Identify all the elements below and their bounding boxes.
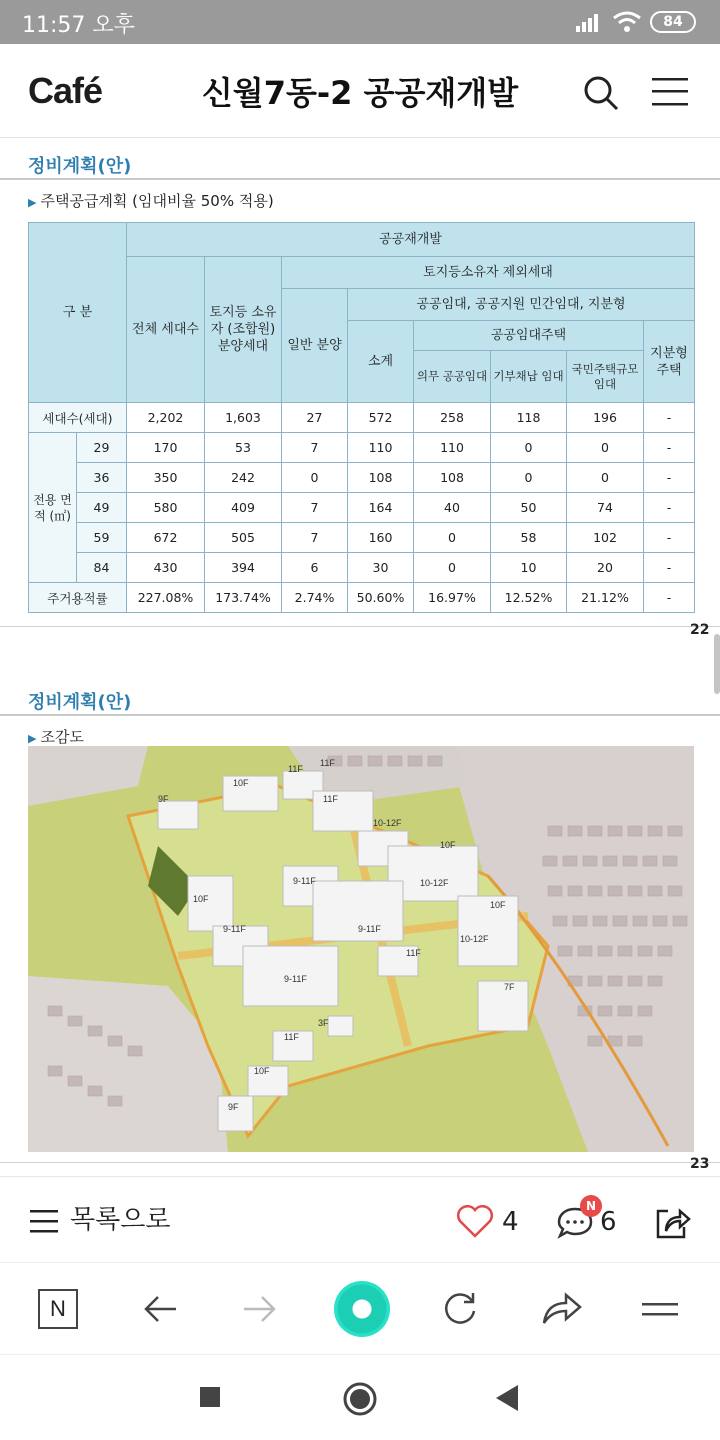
table-cell: 7 bbox=[282, 523, 348, 553]
table-cell: 110 bbox=[348, 433, 414, 463]
header-rental-types: 공공임대, 공공지원 민간임대, 지분형 bbox=[348, 289, 695, 321]
floor-label: 11F bbox=[288, 764, 303, 774]
floor-label: 9-11F bbox=[223, 924, 246, 934]
table-cell: 53 bbox=[205, 433, 282, 463]
back-to-list-label: 목록으로 bbox=[70, 1205, 171, 1235]
area-size: 36 bbox=[77, 463, 127, 493]
table-cell: 7 bbox=[282, 493, 348, 523]
table-cell: - bbox=[644, 493, 695, 523]
recent-apps-icon[interactable] bbox=[198, 1385, 222, 1409]
back-to-list-button[interactable] bbox=[28, 1203, 170, 1237]
page-divider bbox=[0, 1162, 720, 1163]
floor-label: 3F bbox=[318, 1018, 329, 1028]
floor-label: 10F bbox=[193, 894, 209, 904]
table-cell: 0 bbox=[567, 463, 644, 493]
table-cell: 0 bbox=[414, 553, 491, 583]
table-cell: 50.60% bbox=[348, 583, 414, 613]
header-total: 전체 세대수 bbox=[127, 257, 205, 403]
floor-label: 7F bbox=[504, 982, 515, 992]
header-owner-sale: 토지등 소유자 (조합원) 분양세대 bbox=[205, 257, 282, 403]
cafe-logo[interactable]: Café bbox=[28, 70, 103, 111]
status-time: 11:57 오후 bbox=[22, 13, 135, 38]
table-cell: 110 bbox=[414, 433, 491, 463]
table-cell: 0 bbox=[567, 433, 644, 463]
table-cell: 0 bbox=[491, 463, 567, 493]
heart-icon[interactable] bbox=[456, 1205, 494, 1239]
aerial-view-image bbox=[28, 746, 694, 1152]
area-size: 84 bbox=[77, 553, 127, 583]
back-triangle-icon[interactable] bbox=[494, 1383, 520, 1413]
table-cell: 505 bbox=[205, 523, 282, 553]
table-cell: 30 bbox=[348, 553, 414, 583]
floor-label: 11F bbox=[320, 758, 335, 768]
table-cell: 196 bbox=[567, 403, 644, 433]
table-cell: 27 bbox=[282, 403, 348, 433]
floor-label: 9-11F bbox=[358, 924, 381, 934]
table-cell: 50 bbox=[491, 493, 567, 523]
share-icon[interactable] bbox=[654, 1205, 692, 1241]
table-cell: 160 bbox=[348, 523, 414, 553]
table-row bbox=[29, 463, 695, 493]
page-number: 22 bbox=[690, 622, 710, 638]
header-mandatory: 의무 공공임대 bbox=[414, 351, 491, 403]
table-cell: 2,202 bbox=[127, 403, 205, 433]
table-cell: 40 bbox=[414, 493, 491, 523]
table-cell: - bbox=[644, 403, 695, 433]
home-circle-icon[interactable] bbox=[342, 1381, 378, 1417]
table-subtitle: ▶ 주택공급계획 (임대비율 50% 적용) bbox=[28, 192, 274, 210]
header-national: 국민주택규모 임대 bbox=[567, 351, 644, 403]
more-menu-icon[interactable] bbox=[640, 1289, 680, 1329]
header-public-rental: 공공임대주택 bbox=[414, 321, 644, 351]
page-number: 23 bbox=[690, 1156, 710, 1172]
area-size: 49 bbox=[77, 493, 127, 523]
households-row bbox=[29, 403, 695, 433]
table-cell: 16.97% bbox=[414, 583, 491, 613]
table-cell: 20 bbox=[567, 553, 644, 583]
header-general-sale: 일반 분양 bbox=[282, 289, 348, 403]
table-cell: 394 bbox=[205, 553, 282, 583]
table-cell: - bbox=[644, 463, 695, 493]
table-cell: - bbox=[644, 433, 695, 463]
table-cell: 74 bbox=[567, 493, 644, 523]
search-icon[interactable] bbox=[582, 74, 620, 112]
post-action-bar bbox=[0, 1176, 720, 1262]
floor-label: 11F bbox=[406, 948, 421, 958]
wifi-icon bbox=[612, 10, 642, 34]
header-donation: 기부채납 임대 bbox=[491, 351, 567, 403]
table-cell: 170 bbox=[127, 433, 205, 463]
forward-arrow-icon[interactable] bbox=[240, 1289, 280, 1329]
section-divider bbox=[0, 714, 720, 716]
table-cell: 0 bbox=[491, 433, 567, 463]
table-cell: 164 bbox=[348, 493, 414, 523]
section-divider bbox=[0, 178, 720, 180]
row-label: 세대수(세대) bbox=[29, 403, 127, 433]
floor-label: 9F bbox=[158, 794, 169, 804]
floor-label: 10F bbox=[254, 1066, 270, 1076]
like-count: 4 bbox=[502, 1207, 519, 1237]
table-cell: 102 bbox=[567, 523, 644, 553]
header-excl-owners: 토지등소유자 제외세대 bbox=[282, 257, 695, 289]
table-cell: 21.12% bbox=[567, 583, 644, 613]
row-label: 전용 면적 (㎡) bbox=[29, 433, 77, 583]
table-cell: 409 bbox=[205, 493, 282, 523]
area-size: 29 bbox=[77, 433, 127, 463]
floor-label: 10F bbox=[440, 840, 456, 850]
floor-label: 10-12F bbox=[420, 878, 449, 888]
table-cell: 227.08% bbox=[127, 583, 205, 613]
table-cell: 572 bbox=[348, 403, 414, 433]
refresh-icon[interactable] bbox=[440, 1289, 480, 1329]
share-forward-icon[interactable] bbox=[540, 1289, 584, 1329]
table-cell: 58 bbox=[491, 523, 567, 553]
floor-label: 9-11F bbox=[293, 876, 316, 886]
table-cell: 1,603 bbox=[205, 403, 282, 433]
table-cell: 0 bbox=[414, 523, 491, 553]
menu-icon[interactable] bbox=[650, 76, 690, 108]
system-nav-bar bbox=[0, 1354, 720, 1440]
table-cell: - bbox=[644, 553, 695, 583]
app-header bbox=[0, 44, 720, 138]
comment-count: 6 bbox=[600, 1207, 617, 1237]
table-row bbox=[29, 523, 695, 553]
table-cell: 10 bbox=[491, 553, 567, 583]
floor-label: 10F bbox=[490, 900, 506, 910]
table-cell: 242 bbox=[205, 463, 282, 493]
status-bar bbox=[0, 0, 720, 44]
naver-n-button[interactable]: N bbox=[38, 1289, 78, 1329]
section-title: 정비계획(안) bbox=[28, 156, 132, 177]
floor-label: 10F bbox=[233, 778, 249, 788]
new-comment-badge: N bbox=[580, 1195, 602, 1217]
home-button[interactable] bbox=[334, 1281, 390, 1337]
table-cell: 7 bbox=[282, 433, 348, 463]
table-cell: 108 bbox=[414, 463, 491, 493]
list-icon bbox=[28, 1207, 60, 1235]
table-cell: 430 bbox=[127, 553, 205, 583]
plan-subtitle: ▶ 조감도 bbox=[28, 728, 84, 746]
header-category: 구 분 bbox=[29, 223, 127, 403]
header-equity: 지분형 주택 bbox=[644, 321, 695, 403]
floor-label: 11F bbox=[323, 794, 338, 804]
battery-indicator: 84 bbox=[650, 11, 696, 33]
table-row bbox=[29, 433, 695, 463]
browser-nav-bar bbox=[0, 1262, 720, 1354]
scrollbar[interactable] bbox=[714, 634, 720, 694]
table-cell: 350 bbox=[127, 463, 205, 493]
table-cell: 108 bbox=[348, 463, 414, 493]
far-row bbox=[29, 583, 695, 613]
table-cell: 173.74% bbox=[205, 583, 282, 613]
floor-label: 9-11F bbox=[284, 974, 307, 984]
table-cell: 0 bbox=[282, 463, 348, 493]
table-row bbox=[29, 553, 695, 583]
floor-label: 10-12F bbox=[460, 934, 489, 944]
housing-supply-table bbox=[28, 222, 695, 613]
table-cell: 6 bbox=[282, 553, 348, 583]
table-cell: 12.52% bbox=[491, 583, 567, 613]
signal-icon bbox=[576, 12, 604, 32]
table-cell: - bbox=[644, 583, 695, 613]
table-cell: - bbox=[644, 523, 695, 553]
section-title: 정비계획(안) bbox=[28, 692, 132, 713]
back-arrow-icon[interactable] bbox=[140, 1289, 180, 1329]
table-cell: 118 bbox=[491, 403, 567, 433]
aerial-view-drawing bbox=[28, 746, 694, 1152]
table-row bbox=[29, 493, 695, 523]
floor-label: 11F bbox=[284, 1032, 299, 1042]
table-cell: 672 bbox=[127, 523, 205, 553]
area-size: 59 bbox=[77, 523, 127, 553]
table-cell: 2.74% bbox=[282, 583, 348, 613]
row-label: 주거용적률 bbox=[29, 583, 127, 613]
floor-label: 10-12F bbox=[373, 818, 402, 828]
page-title: 신월7동-2 공공재개발 bbox=[201, 74, 519, 112]
header-subtotal: 소계 bbox=[348, 321, 414, 403]
floor-label: 9F bbox=[228, 1102, 239, 1112]
page-divider bbox=[0, 626, 720, 627]
table-cell: 258 bbox=[414, 403, 491, 433]
header-public-redevelopment: 공공재개발 bbox=[127, 223, 695, 257]
table-cell: 580 bbox=[127, 493, 205, 523]
